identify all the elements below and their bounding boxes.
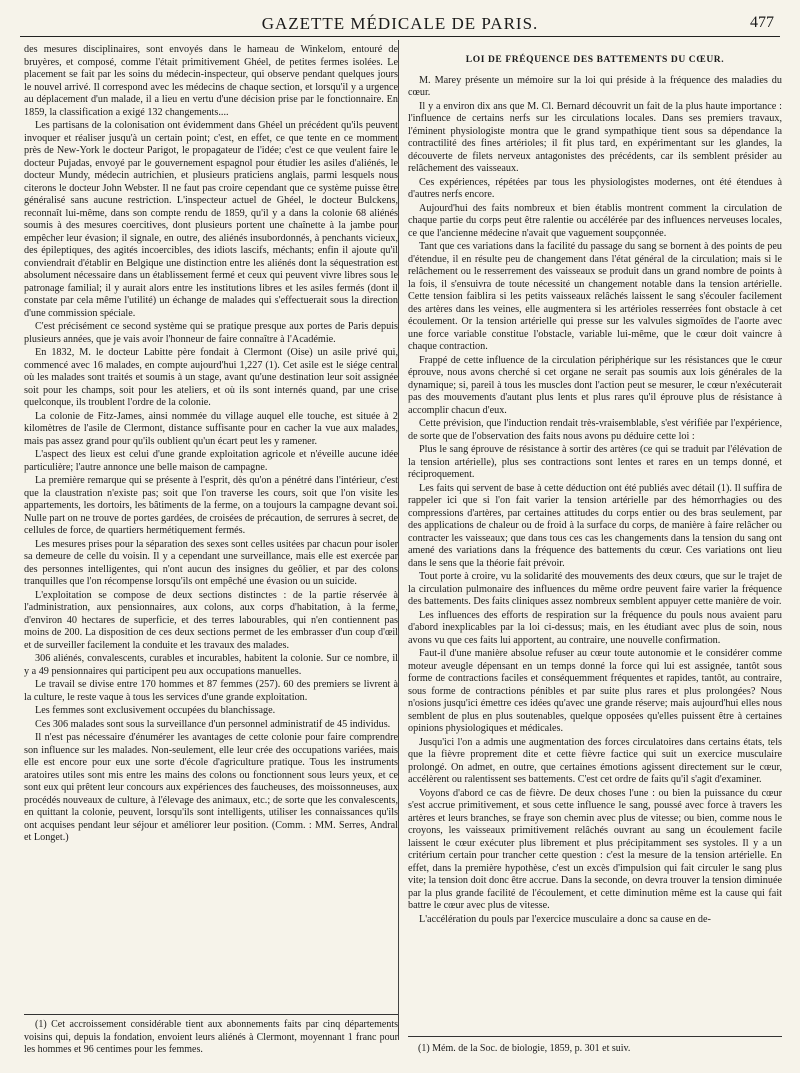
column-divider — [398, 40, 399, 1040]
left-column — [24, 44, 398, 1010]
right-footnote — [408, 1036, 782, 1055]
running-title: GAZETTE MÉDICALE DE PARIS. — [261, 14, 539, 33]
paragraph: Frappé de cette influence de la circulation périphérique sur les résistances que le cœur éprouve, nous avons cherché si cet organe ne serait pas soumis aux lois générales de la dynamique; si, pareil à tous les muscles dont l'action peut se mesurer, le cœur n'exécuterait pas des mouvements d'autant plus lents et plus rares qu'il éprouve plus de résistance à accomplir chacun d'eux. — [408, 354, 782, 416]
paragraph: Les partisans de la colonisation ont évidemment dans Ghéel un précédent qu'ils peuvent invoquer et réaliser jusqu'à un certain point; c'est, en effet, ce que tente en ce momment près de New-York le docteur Parigot, le propagateur de l'idée; c'est ce que veulent faire le docteur Pujadas, envoyé par le gouvernement espagnol pour étudier les asiles d'aliénés, le docteur Mundy, médecin autrichien, et plusieurs praticiens anglais, parmi lesquels nous citerons le docteur John Webster. Il ne faut pas croire cependant que ce système puisse être généralisé sans aucune restriction. L'inspecteur actuel de Ghéel, le docteur Bulckens, reconnaît lui-même, dans son compte rendu de 1859, qu'il y a dans la colonie 68 aliénés soumis à des mesures coercitives, dont plusieurs portent une chaînette à la jambe pour empêcher leur évasion; il signale, en outre, des aliénés insubordonnés, à penchants vicieux, des épileptiques, des agités incoercibles, des idiots lascifs, méchants; enfin il ajoute qu'il conviendrait d'établir en Belgique une distinction entre les aliénés dont la séquestration est absolument nécessaire dans un établissement fermé et ceux qui peuvent vivre libres sous le patronage familial; il y aurait alors entre les institutions libres et les asiles fermés (dont il constate par cela même l'utilité) un échange de malades qui s'effectuerait sous la direction d'une commission spéciale. — [24, 120, 398, 319]
paragraph: Les femmes sont exclusivement occupées du blanchissage. — [35, 705, 276, 716]
paragraph: Aujourd'hui des faits nombreux et bien établis montrent comment la circulation de chaque partie du corps peut être ralentie ou accélérée par des influences nerveuses locales, ce que l'ancienne médecine n'avait que vaguement soupçonnée. — [408, 202, 782, 239]
paragraph: Ces expériences, répétées par tous les physiologistes modernes, ont été étendues à d'autres nerfs encore. — [408, 176, 782, 200]
paragraph: Les faits qui servent de base à cette déduction ont été publiés avec détail (1). Il suffira de rappeler ici que si l'on fait varier la tension artérielle par des hémorrhagies ou des compressions d'artères, par certaines attitudes du corps entier ou des bras seulement, par des applications de chaleur ou de froid à la surface du corps, de manière à faire relâcher ou contracter les vaisseaux; que dans tous ces cas les changements dans la tension du sang ont amené des variations dans la fréquence des battements du cœur. Ces variations ont lieu dans le sens que la théorie fait prévoir. — [408, 482, 782, 569]
paragraph: Faut-il d'une manière absolue refuser au cœur toute autonomie et le considérer comme moteur aveugle dépensant en un temps donné la force qui lui est assignée, tantôt sous forme de contractions faciles et conséquemment fréquentes et rapides, tantôt, au contraire, sous forme de contractions pénibles et par suite plus rares et plus prolongées? Nous n'osions jusqu'ici émettre ces idées qu'avec une grande réserve; mais aujourd'hui elles nous semblent de plus en plus soutenables, quelque opposées qu'elles puissent être à certaines opinions physiologiques et médicales. — [408, 648, 782, 734]
paragraph: Les mesures prises pour la séparation des sexes sont celles usitées par chacun pour isoler sa demeure de celle du voisin. Il y a cependant une surveillance, mais elle est exercée par des personnes intelligentes, qui n'ont aucun des insignes du geôlier, et par des colons tranquilles que l'on récompense lorsqu'ils ont empêché une évasion ou un suicide. — [24, 538, 398, 587]
paragraph: L'aspect des lieux est celui d'une grande exploitation agricole et n'éveille aucune idée particulière; l'autre annonce une belle maison de campagne. — [24, 449, 398, 473]
page-number: 477 — [750, 14, 774, 31]
paragraph: Tant que ces variations dans la facilité du passage du sang se bornent à des points de peu d'étendue, il en résulte peu de changement dans l'état général de la circulation; mais si le relâchement ou le resserrement des vaisseaux se produit dans un grand nombre de points à la fois, il s'ensuivra de toute nécessité un changement notable dans la tension artérielle. Cette tension faiblira si les petits vaisseaux relâchés laissent le sang s'écouler facilement des artères dans les veines, elle augmentera si les artérioles resserrées font obstacle à cet écoulement. Or la tension artérielle qui presse sur les valvules sigmoïdes de l'aorte avec une force variable constitue l'obstacle, variable lui-même, que le cœur doit vaincre à chaque contraction. — [408, 241, 782, 352]
left-footnote — [24, 1014, 398, 1057]
paragraph: des mesures disciplinaires, sont envoyés dans le hameau de Winkelom, entouré de bruyères, et composé, comme l'était primitivement Ghéel, de petites fermes isolées. Le placement se fait par les soins du médecin-inspecteur, qui observe pendant quelques jours le nouvel arrivé. Il correspond avec les médecins de chaque section, et lorsqu'il y a urgence au déplacement d'un malade, il a lieu en vertu d'une décision prise par le fonctionnaire. En 1859, la classification a exigé 132 changements.... — [24, 44, 398, 118]
paragraph: Il n'est pas nécessaire d'énumérer les avantages de cette colonie pour faire comprendre son influence sur les malades. Non-seulement, elle leur crée des occupations variées, mais elle est encore pour eux une sorte d'école d'agriculture pratique. Tous les instruments aratoires utiles sont mis entre les mains des colons ou fonctionnent sous leurs yeux, et ce sont eux qui prêtent leur concours aux expériences des faucheuses, des moissonneuses, aux procédés nouveaux de culture, à l'élevage des animaux, etc.; de sorte que les convalescents, en quittant la colonie, peuvent, lorsqu'ils sont intelligents, utiliser les connaissances qu'ils ont acquises pendant leur séjour et améliorer leur position. (Comm. : MM. Serres, Andral et Longet.) — [24, 732, 398, 843]
section-title: LOI DE FRÉQUENCE DES BATTEMENTS DU CŒUR. — [465, 55, 725, 65]
right-column — [408, 44, 782, 1030]
paragraph: La colonie de Fitz-James, ainsi nommée du village auquel elle touche, est située à 2 kilomètres de l'asile de Clermont, distance suffisante pour en cacher la vue aux malades, mais pas assez grand pour qu'ils oublient qu'un écart peut les y ramener. — [24, 410, 398, 447]
paragraph: Cette prévision, que l'induction rendait très-vraisemblable, s'est vérifiée par l'expérience, de sorte que de l'observation des faits nous avons pu déduire cette loi : — [408, 418, 782, 442]
paragraph: M. Marey présente un mémoire sur la loi qui préside à la fréquence des maladies du cœur. — [408, 74, 782, 98]
paragraph: Voyons d'abord ce cas de fièvre. De deux choses l'une : ou bien la puissance du cœur s'est accrue primitivement, et sous cette influence le sang, poussé avec force à travers les artères et leurs branches, se fraye son chemin avec plus de vitesse; ou bien, comme nous le croyons, les vaisseaux primitivement relâchés ouvrant au sang un écoulement facile laissent le cœur exécuter plus librement et plus précipitamment ses systoles. Il y a un critérium certain pour trancher cette question : c'est la mesure de la tension artérielle. En effet, dans la première hypothèse, c'est un excès d'impulsion qui fait circuler le sang plus vite; la tension doit donc être accrue. Dans la seconde, on devra trouver la tension diminuée par la plus grande facilité de l'écoulement, et cette diminution même est la cause qui fait battre le cœur avec plus de vitesse. — [408, 787, 782, 911]
paragraph: Il y a environ dix ans que M. Cl. Bernard découvrit un fait de la plus haute importance : l'influence de certains nerfs sur les circulations locales. Dans ses premiers travaux, l'éminent physiologiste montra que le grand sympathique tient sous sa dépendance la contractilité des fines artérioles; il fit plus tard, en expérimentant sur les glandes, la découverte de filets nerveux antagonistes des précédents, car ils semblent présider au relâchement des vaisseaux. — [408, 100, 782, 174]
paragraph: La première remarque qui se présente à l'esprit, dès qu'on a pénétré dans l'intérieur, c'est que la claustration n'existe pas; soit que l'on traverse les cours, soit que l'on visite les appartements, les dortoirs, les bâtiments de la ferme, on a toujours la campagne devant soi. Nulle part on ne trouve de portes gardées, de croisées de précaution, de serrures à secret, de cellules de force, de quartiers hermétiquement fermés. — [24, 475, 398, 536]
paragraph: En 1832, M. le docteur Labitte père fondait à Clermont (Oise) un asile privé qui, commencé avec 16 malades, en compte aujourd'hui 1,227 (1). Cet asile est le siége central où les malades sont traités et soumis à un stage, avant qu'une destination leur soit assignée soit pour les champs, soit pour les ateliers, et où ils sont internés quand, par une crise quelconque, ils troublent l'ordre de la colonie. — [24, 347, 398, 408]
footnote-text: (1) Mém. de la Soc. de biologie, 1859, p. 301 et suiv. — [418, 1043, 631, 1054]
paragraph: L'accélération du pouls par l'exercice musculaire a donc sa cause en de- — [419, 913, 711, 925]
page-header — [20, 8, 780, 37]
footnote-text: (1) Cet accroissement considérable tient aux abonnements faits par cinq départements voisins qui, depuis la fondation, envoient leurs aliénés à Clermont, moyennant 1 franc pour les hommes et 96 centimes pour les femmes. — [24, 1019, 398, 1055]
paragraph: Le travail se divise entre 170 hommes et 87 femmes (257). 60 des premiers se livrent à la culture, le reste vaque à tous les services d'une grande exploitation. — [24, 679, 398, 703]
paragraph: C'est précisément ce second système qui se pratique presque aux portes de Paris depuis plusieurs années, que je vais avoir l'honneur de faire connaître à l'Académie. — [24, 321, 398, 345]
paragraph: Les influences des efforts de respiration sur la fréquence du pouls nous avaient paru d'abord inexplicables par la loi ci-dessus; mais, en les étudiant avec plus de soin, nous avons vu que ces faits lui apportent, au contraire, une nouvelle confirmation. — [408, 609, 782, 646]
paragraph: L'exploitation se compose de deux sections distinctes : de la partie réservée à l'administration, aux pensionnaires, aux colons, aux corps d'habitation, à la ferme, d'environ 40 hectares de superficie, et des terres labourables, qui n'en contiennent pas moins de 200. La disposition de ces deux sections permet de les embrasser d'un coup d'œil et de surveiller facilement la conduite et les travaux des malades. — [24, 589, 398, 651]
paragraph: Plus le sang éprouve de résistance à sortir des artères (ce qui se traduit par l'élévation de la tension artérielle), plus ses contractions sont lentes et rares en un temps donné, et réciproquement. — [408, 444, 782, 480]
paragraph: Tout porte à croire, vu la solidarité des mouvements des deux cœurs, que sur le trajet de la circulation pulmonaire des influences du même ordre peuvent faire varier la fréquence des battements. Des faits cliniques assez nombreux semblent appuyer cette manière de voir. — [408, 571, 782, 607]
paragraph: 306 aliénés, convalescents, curables et incurables, habitent la colonie. Sur ce nombre, il y a 49 pensionnaires qui participent peu aux occupations manuelles. — [24, 653, 398, 677]
paragraph: Ces 306 malades sont sous la surveillance d'un personnel administratif de 45 individus. — [35, 718, 391, 730]
paragraph: Jusqu'ici l'on a admis une augmentation des forces circulatoires dans certains états, tels que la fièvre proprement dite et cette fièvre factice qui suit un exercice musculaire prolongé. On admet, en outre, que certaines émotions agissent directement sur le cœur, accélèrent ou ralentissent ses battements. C'est cet ordre de faits qu'il s'agit d'examiner. — [408, 736, 782, 785]
